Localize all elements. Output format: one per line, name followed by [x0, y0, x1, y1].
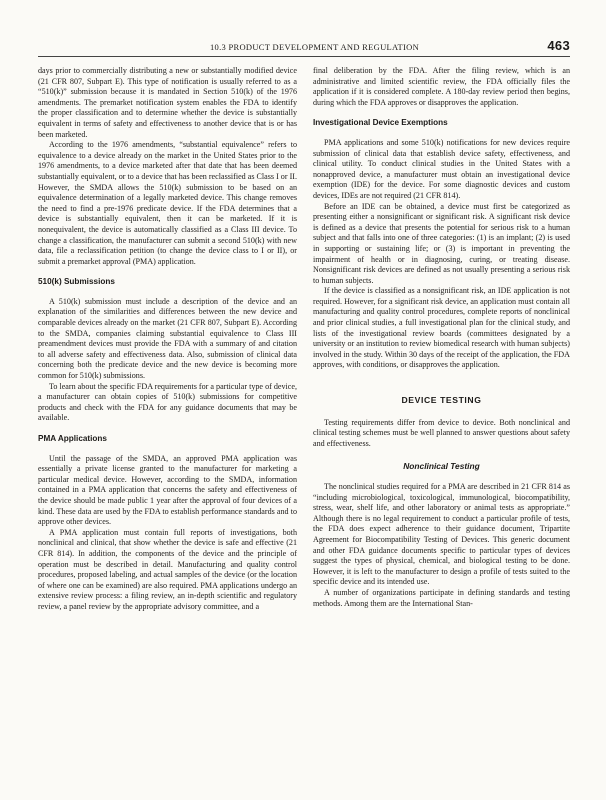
- right-column: [313, 66, 570, 609]
- paragraph: According to the 1976 amendments, “substantial equivalence” refers to equivalence to a device already on the market in the United States prior to the 1976 amendments, to a device marketed after that date that has been deemed substantially equivalent, or to a device that has been reclassified as Class I or II. However, the SMDA allows the 510(k) submission to be based on an equivalence determination of a legally marketed device. This change removes the need to find a pre-1976 predicate device. If the FDA determines that a device is substantially equivalent, then it can be marketed. If it is nonequivalent, the device is automatically classified as a Class III device. To change a classification, the manufacturer can submit a second 510(k) with new data, file a reclassification petition (to change the device class to I or II), or submit a premarket approval (PMA) application.: [38, 140, 297, 266]
- section-heading-ide: Investigational Device Exemptions: [313, 118, 448, 128]
- paragraph: The nonclinical studies required for a PMA are described in 21 CFR 814 as “including microbiological, toxicological, immunological, biocompatibility, stress, wear, shelf life, and other laboratory or animal tests as appropriate.” Although there is no legal requirement to conduct a particular profile of tests, the FDA does expect adherence to their guidance document, Tripartite Agreement for Biocompatibility Testing of Devices. This generic document and other FDA guidance documents specific to particular types of devices suggest the types of physical, chemical, and biological testing to be done. However, it is left to the manufacturer to design a profile of tests suited to the specific device and its intended use.: [313, 482, 570, 587]
- running-header: [38, 38, 570, 54]
- header-rule: [38, 56, 570, 57]
- section-heading-device-testing: DEVICE TESTING: [401, 395, 482, 406]
- paragraph: days prior to commercially distributing a new or substantially modified device (21 CFR 807, Subpart E). This type of notification is usually referred to as a “510(k)” submission because it is mandated in Section 510(k) of the 1976 amendments. The premarket notification system enables the FDA to identify the proper classification and to determine whether the device is substantially equivalent in terms of safety and effectiveness to another device that is or has been marketed.: [38, 66, 297, 139]
- paragraph: final deliberation by the FDA. After the filing review, which is an administrative and limited scientific review, the FDA officially files the application if it is considered complete. A 180-day review period then begins, during which the FDA approves or disapproves the application.: [313, 66, 570, 107]
- paragraph: To learn about the specific FDA requirements for a particular type of device, a manufacturer can obtain copies of 510(k) submissions for competitive products and check with the FDA for any guidance documents that may be available.: [38, 381, 297, 423]
- paragraph: A 510(k) submission must include a description of the device and an explanation of the similarities and differences between the new device and comparable devices already on the market (21 CFR 807, Subpart E). According to the SMDA, companies claiming substantial equivalence to Class III preamendment devices must provide the FDA with a summary of and citation to all adverse safety and effectiveness data. Also, submission of clinical data concerning both the predicate device and the new device is becoming more common for 510(k) submissions.: [38, 296, 297, 381]
- subsection-heading-nonclinical: Nonclinical Testing: [403, 461, 480, 472]
- section-heading-510k: 510(k) Submissions: [38, 277, 115, 287]
- paragraph: Until the passage of the SMDA, an approved PMA application was essentially a private license granted to the manufacturer for marketing a particular medical device. However, according to the SMDA, information contained in a PMA application that concerns the safety and effectiveness of the device should be made public 1 year after the approval of four devices of a kind. These data are used by the FDA to establish performance standards and to approve other devices.: [38, 453, 297, 527]
- page-number: 463: [547, 38, 570, 53]
- paragraph: Testing requirements differ from device to device. Both nonclinical and clinical testing schemes must be well planned to answer questions about safety and effectiveness.: [313, 417, 570, 448]
- section-heading-pma: PMA Applications: [38, 434, 107, 443]
- paragraph: A PMA application must contain full reports of investigations, both nonclinical and clinical, that show whether the device is safe and effective (21 CFR 814). In addition, the components of the device and the principle of operation must be described in detail. Manufacturing and quality control procedures, proposed labeling, and actual samples of the device (or the location of where one can be examined) are also required. PMA applications undergo an extensive review process: a filing review, an in-depth scientific and regulatory review, a panel review by the appropriate advisory committee, and a: [38, 527, 297, 611]
- paragraph: Before an IDE can be obtained, a device must first be categorized as presenting either a nonsignificant or significant risk. A significant risk device is defined as a device that presents the potential for serious risk to a human subject and that falls into one of three categories: (1) is an implant; (2) is used in supporting or sustaining life; or (3) is important in preventing the impairment of health or in diagnosing, curing, or treating disease. Nonsignificant risk devices are defined as not usually presenting a serious risk to human subjects.: [313, 201, 570, 285]
- paragraph: PMA applications and some 510(k) notifications for new devices require submission of clinical data that establish device safety, effectiveness, and clinical utility. To conduct clinical studies in the United States with a nonapproved device, a manufacturer must obtain an investigational device exemption (IDE) for the device. For some diagnostic devices and custom devices, IDEs are not required (21 CFR 814).: [313, 137, 570, 200]
- left-column: [38, 66, 297, 613]
- paragraph: A number of organizations participate in defining standards and testing methods. Among them are the International Stan-: [313, 587, 570, 608]
- running-head: 10.3 PRODUCT DEVELOPMENT AND REGULATION: [210, 42, 420, 52]
- paragraph: If the device is classified as a nonsignificant risk, an IDE application is not required. However, for a significant risk device, an application must contain all manufacturing and quality control procedures, complete reports of nonclinical and prior clinical studies, a full investigational plan for the clinical study, and lists of the investigational review boards (committees designated by a university or an institution to review biomedical research with human subjects) involved in the study. Within 30 days of the receipt of the application, the FDA approves, with conditions, or disapproves the application.: [313, 286, 570, 370]
